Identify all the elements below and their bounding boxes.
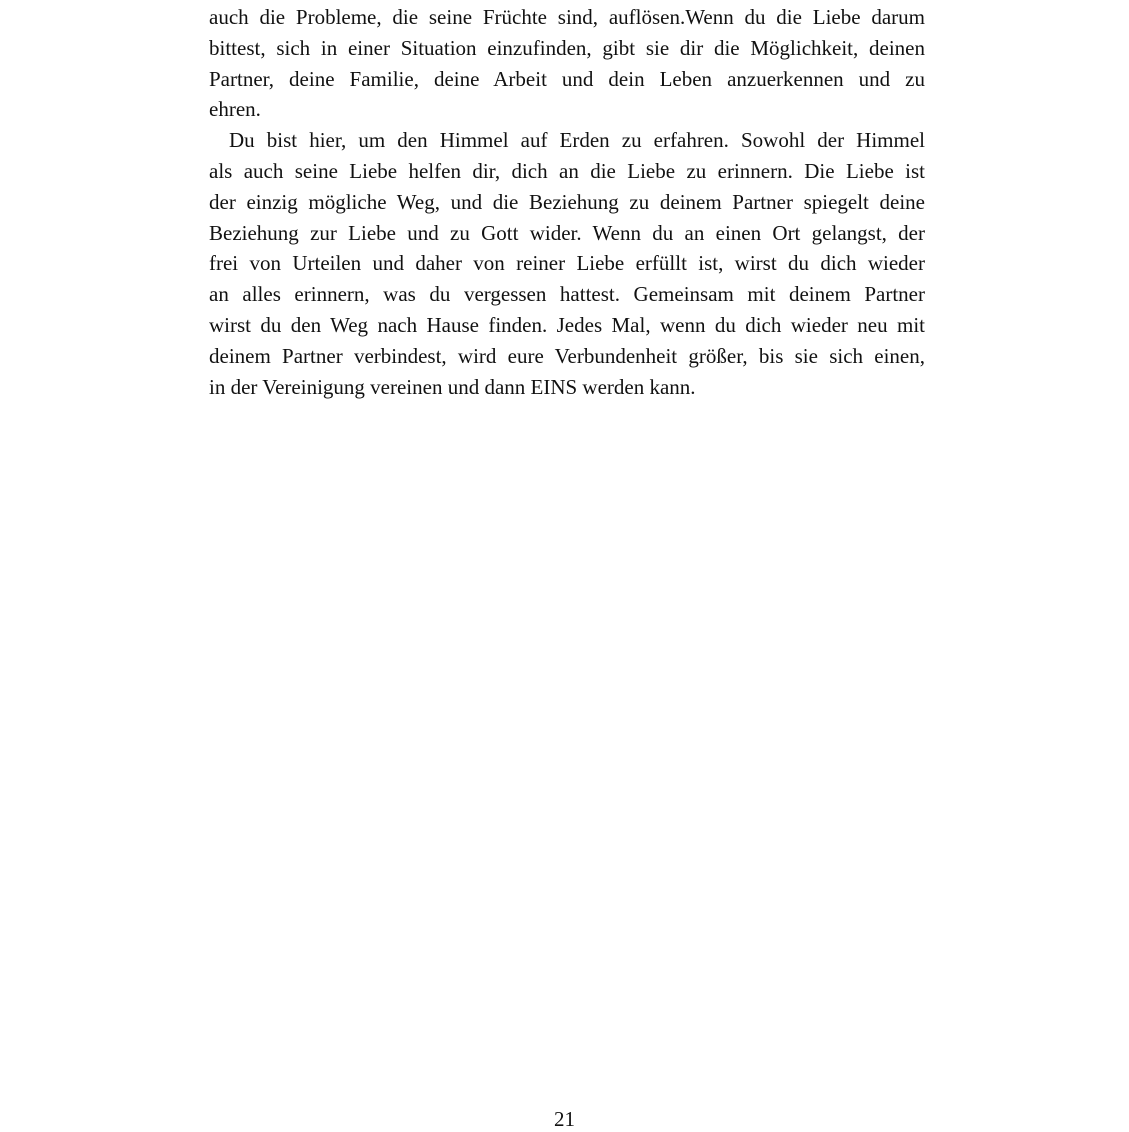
- text-line: an alles erinnern, was du vergessen hattest. Gemeinsam mit deinem Partner: [209, 282, 925, 307]
- text-line: Beziehung zur Liebe und zu Gott wider. Wenn du an einen Ort gelangst, der: [209, 220, 925, 245]
- text-line: auch die Probleme, die seine Früchte sind, auflösen.Wenn du die Liebe darum: [209, 5, 925, 29]
- body-text: [209, 2, 925, 402]
- page-number: 21: [554, 1107, 575, 1131]
- text-line: bittest, sich in einer Situation einzufinden, gibt sie dir die Möglichkeit, deinen: [209, 35, 925, 60]
- text-line: wirst du den Weg nach Hause finden. Jedes Mal, wenn du dich wieder neu mit: [209, 312, 925, 337]
- text-line: als auch seine Liebe helfen dir, dich an die Liebe zu erinnern. Die Liebe ist: [209, 158, 925, 183]
- text-line: der einzig mögliche Weg, und die Beziehung zu deinem Partner spiegelt deine: [209, 189, 925, 214]
- text-line: Du bist hier, um den Himmel auf Erden zu erfahren. Sowohl der Himmel: [229, 128, 925, 153]
- text-line: ehren.: [209, 97, 261, 122]
- text-line: in der Vereinigung vereinen und dann EINS werden kann.: [209, 374, 696, 399]
- paragraph-1: [209, 2, 925, 125]
- paragraph-2: [209, 125, 925, 402]
- text-line: frei von Urteilen und daher von reiner Liebe erfüllt ist, wirst du dich wieder: [209, 251, 925, 276]
- text-line: Partner, deine Familie, deine Arbeit und dein Leben anzuerkennen und zu: [209, 66, 925, 91]
- text-line: deinem Partner verbindest, wird eure Verbundenheit größer, bis sie sich einen,: [209, 343, 925, 368]
